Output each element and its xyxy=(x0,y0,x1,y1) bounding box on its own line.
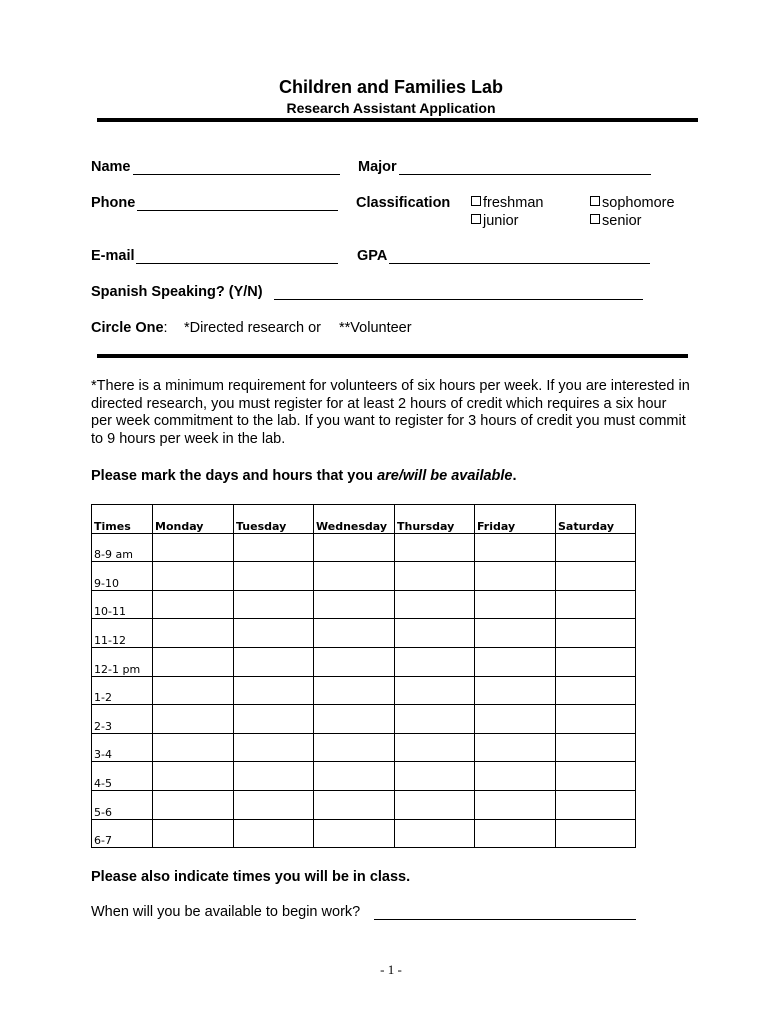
availability-cell-monday[interactable] xyxy=(153,819,234,848)
freshman-label: freshman xyxy=(483,195,544,211)
availability-cell-thursday[interactable] xyxy=(395,647,475,676)
availability-cell-saturday[interactable] xyxy=(556,676,636,705)
email-label: E-mail xyxy=(91,248,135,264)
availability-cell-saturday[interactable] xyxy=(556,819,636,848)
availability-cell-monday[interactable] xyxy=(153,733,234,762)
availability-cell-saturday[interactable] xyxy=(556,790,636,819)
name-field[interactable] xyxy=(133,174,340,175)
gpa-field[interactable] xyxy=(389,263,650,264)
major-field[interactable] xyxy=(399,174,651,175)
checkbox-icon xyxy=(471,196,481,206)
availability-cell-wednesday[interactable] xyxy=(314,790,395,819)
availability-cell-monday[interactable] xyxy=(153,790,234,819)
circle-one-colon: : xyxy=(163,320,168,336)
checkbox-freshman[interactable] xyxy=(471,195,543,211)
column-header-wednesday: Wednesday xyxy=(314,505,395,534)
time-slot-label: 2-3 xyxy=(92,705,153,734)
gpa-label: GPA xyxy=(357,248,388,264)
availability-cell-thursday[interactable] xyxy=(395,562,475,591)
junior-label: junior xyxy=(483,213,519,229)
phone-label: Phone xyxy=(91,195,136,211)
classification-label: Classification xyxy=(356,195,451,211)
availability-cell-tuesday[interactable] xyxy=(234,533,314,562)
begin-work-field[interactable] xyxy=(374,919,636,920)
availability-cell-saturday[interactable] xyxy=(556,590,636,619)
availability-cell-wednesday[interactable] xyxy=(314,819,395,848)
availability-cell-tuesday[interactable] xyxy=(234,562,314,591)
option-volunteer[interactable]: **Volunteer xyxy=(339,320,412,336)
instruction-emphasis: are/will be available xyxy=(377,468,513,484)
column-header-tuesday: Tuesday xyxy=(234,505,314,534)
checkbox-junior[interactable] xyxy=(471,213,518,229)
availability-cell-wednesday[interactable] xyxy=(314,647,395,676)
availability-cell-tuesday[interactable] xyxy=(234,647,314,676)
checkbox-icon xyxy=(471,214,481,224)
availability-table xyxy=(91,504,636,848)
table-row xyxy=(92,705,636,734)
column-header-friday: Friday xyxy=(475,505,556,534)
availability-cell-monday[interactable] xyxy=(153,705,234,734)
table-row xyxy=(92,762,636,791)
begin-work-label: When will you be available to begin work? xyxy=(91,904,361,920)
availability-cell-tuesday[interactable] xyxy=(234,790,314,819)
table-row xyxy=(92,562,636,591)
circle-one-label: Circle One xyxy=(91,320,164,336)
availability-cell-wednesday[interactable] xyxy=(314,676,395,705)
checkbox-icon xyxy=(590,196,600,206)
availability-cell-thursday[interactable] xyxy=(395,733,475,762)
availability-cell-tuesday[interactable] xyxy=(234,590,314,619)
time-slot-label: 6-7 xyxy=(92,819,153,848)
availability-cell-friday[interactable] xyxy=(475,790,556,819)
requirement-paragraph: *There is a minimum requirement for volunteers of six hours per week. If you are interested in directed research, you must register for at least 2 hours of credit which requires a six hour per week commitment to the lab. If you want to register for 3 hours of credit you must commit to 9 hours per week in the lab. xyxy=(91,378,690,447)
header-divider xyxy=(97,118,698,122)
option-directed-research[interactable]: *Directed research or xyxy=(184,320,321,336)
time-slot-label: 10-11 xyxy=(92,590,153,619)
availability-cell-tuesday[interactable] xyxy=(234,762,314,791)
availability-cell-wednesday[interactable] xyxy=(314,762,395,791)
time-slot-label: 5-6 xyxy=(92,790,153,819)
instruction-suffix: . xyxy=(512,468,517,484)
column-header-monday: Monday xyxy=(153,505,234,534)
column-header-saturday: Saturday xyxy=(556,505,636,534)
availability-cell-thursday[interactable] xyxy=(395,705,475,734)
availability-cell-thursday[interactable] xyxy=(395,676,475,705)
availability-cell-saturday[interactable] xyxy=(556,733,636,762)
availability-cell-saturday[interactable] xyxy=(556,647,636,676)
availability-cell-friday[interactable] xyxy=(475,590,556,619)
availability-cell-monday[interactable] xyxy=(153,619,234,648)
availability-cell-friday[interactable] xyxy=(475,562,556,591)
availability-cell-friday[interactable] xyxy=(475,647,556,676)
page-number: - 1 - xyxy=(380,962,402,977)
major-label: Major xyxy=(358,159,397,175)
availability-cell-monday[interactable] xyxy=(153,562,234,591)
availability-cell-monday[interactable] xyxy=(153,647,234,676)
availability-cell-wednesday[interactable] xyxy=(314,533,395,562)
availability-cell-tuesday[interactable] xyxy=(234,733,314,762)
time-slot-label: 4-5 xyxy=(92,762,153,791)
table-row xyxy=(92,819,636,848)
availability-cell-saturday[interactable] xyxy=(556,705,636,734)
checkbox-sophomore[interactable] xyxy=(590,195,675,211)
availability-cell-saturday[interactable] xyxy=(556,762,636,791)
availability-cell-wednesday[interactable] xyxy=(314,619,395,648)
table-row xyxy=(92,733,636,762)
phone-field[interactable] xyxy=(137,210,338,211)
section-divider xyxy=(97,354,688,358)
sophomore-label: sophomore xyxy=(602,195,675,211)
table-row xyxy=(92,676,636,705)
availability-cell-wednesday[interactable] xyxy=(314,562,395,591)
email-field[interactable] xyxy=(136,263,338,264)
availability-cell-thursday[interactable] xyxy=(395,590,475,619)
availability-cell-monday[interactable] xyxy=(153,590,234,619)
table-row xyxy=(92,647,636,676)
availability-cell-thursday[interactable] xyxy=(395,819,475,848)
availability-cell-tuesday[interactable] xyxy=(234,819,314,848)
availability-cell-monday[interactable] xyxy=(153,762,234,791)
time-slot-label: 8-9 am xyxy=(92,533,153,562)
availability-cell-saturday[interactable] xyxy=(556,562,636,591)
time-slot-label: 12-1 pm xyxy=(92,647,153,676)
table-row xyxy=(92,533,636,562)
time-slot-label: 11-12 xyxy=(92,619,153,648)
availability-cell-thursday[interactable] xyxy=(395,619,475,648)
availability-cell-tuesday[interactable] xyxy=(234,705,314,734)
availability-cell-saturday[interactable] xyxy=(556,619,636,648)
column-header-thursday: Thursday xyxy=(395,505,475,534)
spanish-label: Spanish Speaking? (Y/N) xyxy=(91,284,263,300)
availability-cell-friday[interactable] xyxy=(475,619,556,648)
time-slot-label: 1-2 xyxy=(92,676,153,705)
availability-cell-friday[interactable] xyxy=(475,733,556,762)
availability-cell-thursday[interactable] xyxy=(395,533,475,562)
availability-cell-friday[interactable] xyxy=(475,676,556,705)
table-row xyxy=(92,790,636,819)
availability-cell-friday[interactable] xyxy=(475,533,556,562)
availability-cell-friday[interactable] xyxy=(475,819,556,848)
time-slot-label: 9-10 xyxy=(92,562,153,591)
time-slot-label: 3-4 xyxy=(92,733,153,762)
availability-cell-monday[interactable] xyxy=(153,533,234,562)
availability-cell-wednesday[interactable] xyxy=(314,733,395,762)
availability-cell-saturday[interactable] xyxy=(556,533,636,562)
senior-label: senior xyxy=(602,213,642,229)
availability-instruction xyxy=(91,468,517,484)
availability-cell-thursday[interactable] xyxy=(395,762,475,791)
availability-cell-friday[interactable] xyxy=(475,705,556,734)
instruction-prefix: Please mark the days and hours that you xyxy=(91,468,378,484)
availability-cell-monday[interactable] xyxy=(153,676,234,705)
availability-cell-friday[interactable] xyxy=(475,762,556,791)
name-label: Name xyxy=(91,159,131,175)
spanish-field[interactable] xyxy=(274,299,643,300)
schedule-header-row xyxy=(92,505,636,534)
class-times-instruction: Please also indicate times you will be in class. xyxy=(91,869,411,885)
availability-cell-thursday[interactable] xyxy=(395,790,475,819)
availability-cell-tuesday[interactable] xyxy=(234,676,314,705)
checkbox-icon xyxy=(590,214,600,224)
column-header-times: Times xyxy=(92,505,153,534)
availability-cell-tuesday[interactable] xyxy=(234,619,314,648)
page-title: Children and Families Lab xyxy=(278,77,504,97)
checkbox-senior[interactable] xyxy=(590,213,642,229)
availability-cell-wednesday[interactable] xyxy=(314,590,395,619)
page-subtitle: Research Assistant Application xyxy=(286,100,496,116)
table-row xyxy=(92,619,636,648)
availability-cell-wednesday[interactable] xyxy=(314,705,395,734)
table-row xyxy=(92,590,636,619)
circle-one-row xyxy=(91,320,168,336)
